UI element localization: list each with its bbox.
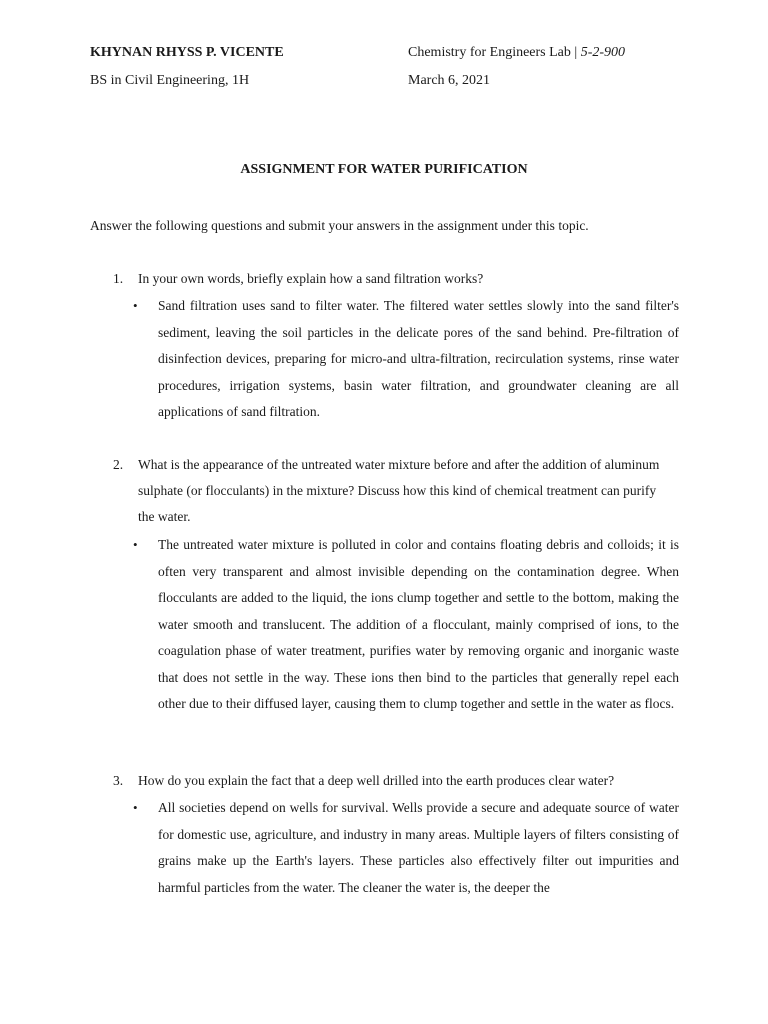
bullet-icon: •	[133, 298, 138, 313]
answer-text: The untreated water mixture is polluted in color and contains floating debris and colloids; it is often very transparent and almost invisible depending on the contamination degree. When flocculants are added to the liquid, the ions clump together and settle to the bottom, making the water smooth and translucent. The addition of a flocculant, mainly comprised of ions, to the coagulation phase of water treatment, purifies water by removing organic and inorganic waste that does not settle in the way. These ions then bind to the particles that generally repel each other due to their diffused layer, causing them to clump together and settle in the water as flocs.	[158, 537, 679, 711]
question-number: 3.	[113, 773, 124, 788]
answer-1	[133, 293, 679, 426]
document-title: ASSIGNMENT FOR WATER PURIFICATION	[240, 162, 528, 177]
question-2	[113, 452, 673, 530]
answer-2	[133, 532, 679, 718]
question-text: In your own words, briefly explain how a sand filtration works?	[138, 271, 484, 286]
date: March 6, 2021	[408, 73, 491, 88]
course-info	[408, 45, 625, 61]
course-code: 5-2-900	[580, 45, 626, 60]
question-1	[113, 266, 673, 292]
instructions: Answer the following questions and submit your answers in the assignment under this topic.	[90, 218, 589, 233]
question-text: What is the appearance of the untreated water mixture before and after the addition of aluminum sulphate (or flocculants) in the mixture? Discuss how this kind of chemical treatment can purify the water.	[138, 457, 660, 524]
bullet-icon: •	[133, 537, 138, 552]
question-number: 2.	[113, 457, 124, 472]
answer-3	[133, 795, 679, 901]
question-3	[113, 768, 673, 794]
question-text: How do you explain the fact that a deep well drilled into the earth produces clear water?	[138, 773, 615, 788]
author-name: KHYNAN RHYSS P. VICENTE	[90, 45, 284, 60]
course-name: Chemistry for Engineers Lab |	[408, 45, 581, 60]
question-number: 1.	[113, 271, 124, 286]
answer-text: All societies depend on wells for survival. Wells provide a secure and adequate source of water for domestic use, agriculture, and industry in many areas. Multiple layers of filters consisting of grains make up the Earth's layers. These particles also effectively filter out impurities and harmful particles from the water. The cleaner the water is, the deeper the	[158, 800, 679, 895]
bullet-icon: •	[133, 800, 138, 815]
program-name: BS in Civil Engineering, 1H	[90, 73, 250, 88]
answer-text: Sand filtration uses sand to filter water. The filtered water settles slowly into the sand filter's sediment, leaving the soil particles in the delicate pores of the sand behind. Pre-filtration of disinfection devices, preparing for micro-and ultra-filtration, recirculation systems, rinse water procedures, irrigation systems, basin water filtration, and groundwater cleaning are all applications of sand filtration.	[158, 298, 679, 419]
